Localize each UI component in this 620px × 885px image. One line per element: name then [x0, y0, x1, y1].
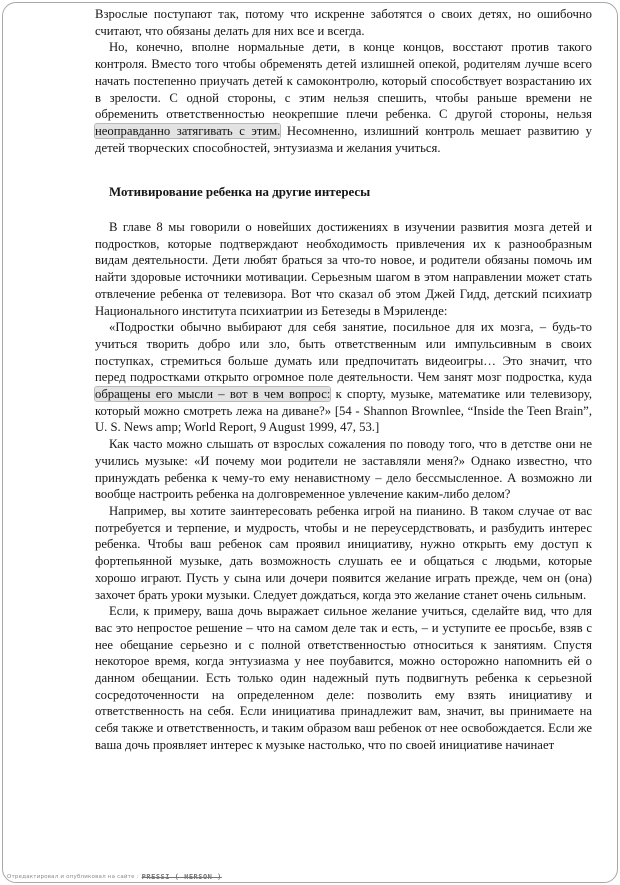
text-run: В главе 8 мы говорили о новейших достижениях в изучении развития мозга детей и подростков, которые подтверждают необходимость привлечения их к разнообразным видам деятельности. Дети любят браться за что-то новое, и родители обязаны помочь им найти здоровые источники мотивации. Серьезным шагом в этом направлении может стать отвлечение ребенка от телевизора. Вот что сказал об этом Джей Гидд, детский психиатр Национального института психиатрии из Бетезеды в Мэриленде: [95, 220, 592, 318]
paragraph [95, 319, 592, 436]
paragraph [95, 39, 592, 156]
text-run: Взрослые поступают так, потому что искренне заботятся о своих детях, но ошибочно считают, что обязаны делать для них все и всегда. [95, 7, 592, 38]
text-run: Как часто можно слышать от взрослых сожаления по поводу того, что в детстве они не учились музыке: «И почему мои родители не заставляли меня?» Однако известно, что принуждать ребенка к чему-то ему ненавистному – дело бессмысленное. А возможно ли вообще настроить ребенка на долговременное увлечение каким-либо делом? [95, 437, 592, 502]
text-run: Но, конечно, вполне нормальные дети, в конце концов, восстают против такого контроля. Вместо того чтобы обременять детей излишней опекой, родителям лучше всего начать постепенно приучать детей к самоконтролю, который способствует возрастанию их в зрелости. С одной стороны, с этим нельзя спешить, чтобы раньше времени не обременить ответственностью неокрепшие плечи ребенка. С другой стороны, нельзя [95, 40, 592, 122]
text-run: Например, вы хотите заинтересовать ребенка игрой на пианино. В таком случае от вас потребуется и терпение, и мудрость, чтобы и не переусердствовать, и разбудить интерес ребенка. Чтобы ваш ребенок сам проявил инициативу, нужно открыть ему доступ к фортепьянной музыке, дать возможность слушать ее и общаться с людьми, которые хорошо играют. Пусть у сына или дочери появится желание играть прежде, чем он (она) захочет брать уроки музыки. Следует дождаться, когда это желание станет очень сильным. [95, 503, 592, 602]
text-run: Если, к примеру, ваша дочь выражает сильное желание учиться, сделайте вид, что для вас это непростое решение – что на самом деле так и есть, – и уступите ее просьбе, взяв с нее обещание серьезно и с полной ответственностью относиться к занятиям. Спустя некоторое время, когда энтузиазма у нее поубавится, можно осторожно напомнить ей о данном обещании. Есть только один надежный путь подвигнуть ребенка к серьезной сосредоточенности на определенном деле: позволить ему взять инициативу и ответственность на себя. Если инициатива принадлежит вам, значит, вы принимаете на себя также и ответственность, и таким образом ваш ребенок от нее освобождается. Если же ваша дочь проявляет интерес к музыке настолько, что по своей инициативе начинает [95, 604, 592, 752]
text-run: «Подростки обычно выбирают для себя занятие, посильное для их мозга, – будь-то учиться творить добро или зло, быть ответственным или импульсивным в своих поступках, стремиться больше думать или предпочитать видеоигры… Это значит, что перед подростками открыто огромное поле деятельности. Чем занят мозг подростка, куда [95, 320, 592, 385]
watermark [7, 873, 222, 881]
paragraph [95, 6, 592, 39]
page-content [95, 6, 592, 754]
paragraph [95, 219, 592, 319]
paragraph [95, 436, 592, 503]
text-run: к спорту, музыке, математике или телевизору, который можно смотреть лежа на диване?» [54 - Shannon Brownlee, “Inside the Teen Brain”, U. S. News amp; World Report, 9 August 1999, 47, 53.] [95, 387, 592, 435]
section-heading: Мотивирование ребенка на другие интересы [109, 185, 371, 200]
paragraph [95, 503, 592, 603]
watermark-text: Отредактировал и опубликовал на сайте : [7, 874, 139, 880]
text-run: Несомненно, излишний контроль мешает развитию у детей творческих способностей, энтузиазма и желания учиться. [95, 123, 592, 155]
highlighted-text: обращены его мысли – вот в чем вопрос: [95, 387, 331, 402]
watermark-brand: PRESSI ( HERSON ) [141, 873, 222, 881]
paragraph [95, 603, 592, 753]
highlighted-text: неоправданно затягивать с этим. [95, 123, 281, 138]
